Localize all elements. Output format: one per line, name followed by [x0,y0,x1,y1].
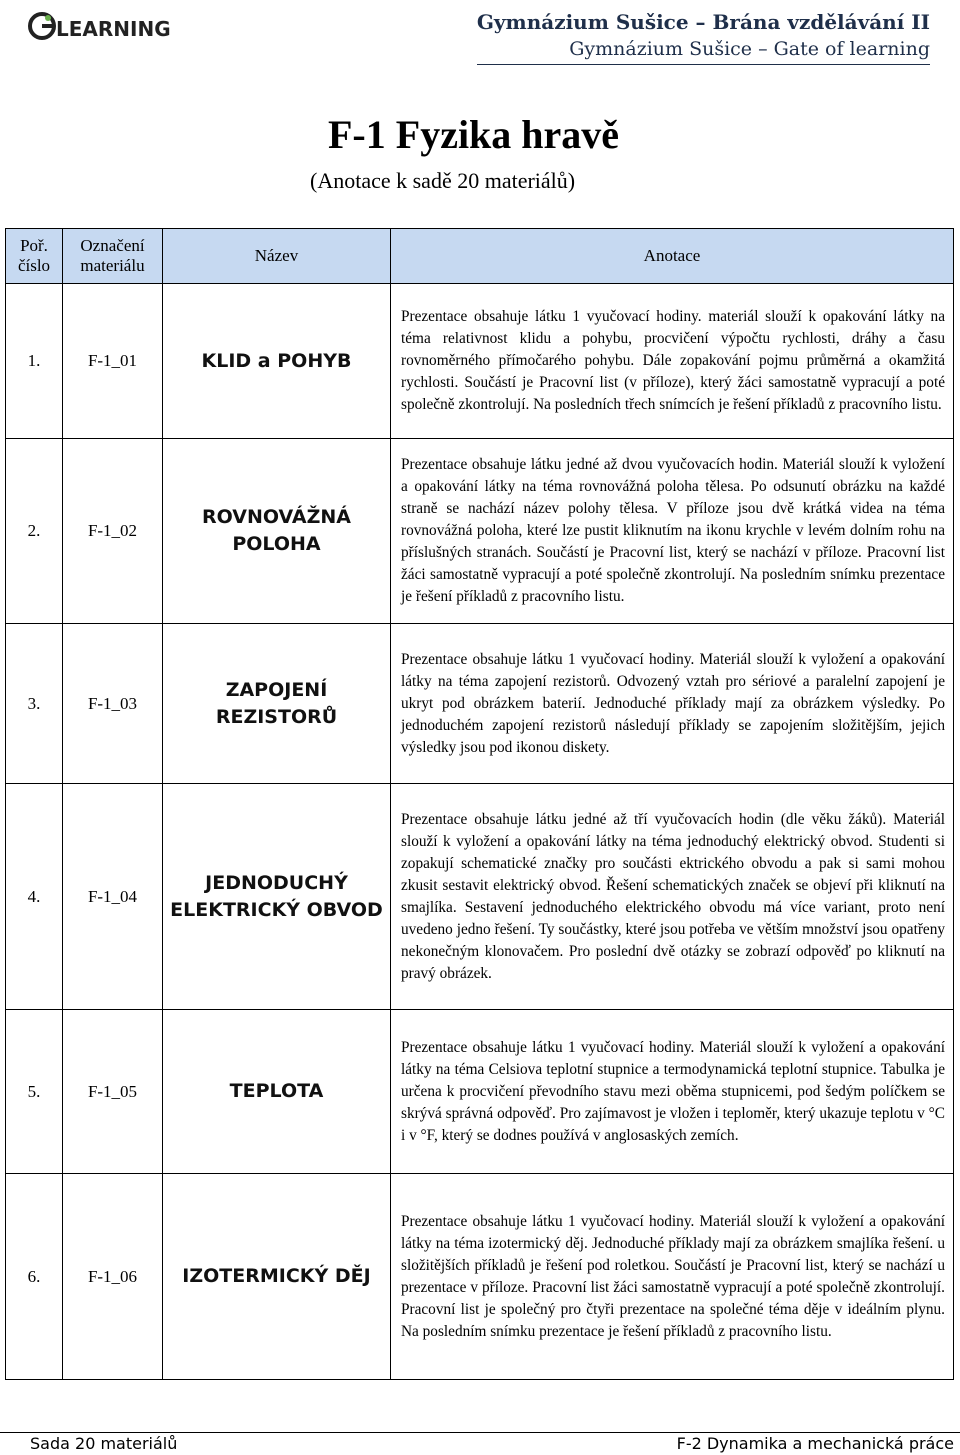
logo-icon [28,8,178,44]
row-number: 4. [6,784,63,1010]
row-annotation: Prezentace obsahuje látku 1 vyučovací hodiny. Materiál slouží k vyložení a opakování látky na téma Celsiova teplotní stupnice a termodynamická teplotní stupnice. Tabulka je určena k procvičení převodního stavu mezi oběma stupnicemi, pod šedým políčkem se skrývá správná odpověď. Pro zajímavost je vložen i teploměr, který ukazuje teplotu v °C i v °F, který se dodnes používá v anglosaských zemích. [391,1010,954,1174]
row-name: TEPLOTA [163,1010,391,1174]
row-number: 3. [6,624,63,784]
table-header-row [6,229,954,284]
footer-right: F-2 Dynamika a mechanická práce [676,1434,954,1453]
materials-table [5,228,954,1380]
page-footer [0,1432,960,1455]
table-row [6,439,954,624]
header-annotation: Anotace [391,229,954,284]
school-name-line1: Gymnázium Sušice – Brána vzdělávání II [476,10,930,34]
row-annotation: Prezentace obsahuje látku 1 vyučovací hodiny. materiál slouží k opakování látky na téma relativnost klidu a pohybu, procvičení výpočtu rychlosti, dráhy a času rovnoměrného přímočarého pohybu. Dále zopakování pojmu průměrná a okamžitá rychlosti. Součástí je Pracovní list (v příloze), který žáci samostatně vypracují a poté společně zkontrolují. Na posledních třech snímcích je řešení příkladů z pracovního listu. [391,284,954,439]
glearning-logo [28,8,178,44]
svg-text:LEARNING: LEARNING [56,17,171,41]
row-number: 5. [6,1010,63,1174]
header-code: Označení materiálu [63,229,163,284]
row-code: F-1_04 [63,784,163,1010]
row-code: F-1_06 [63,1174,163,1380]
row-annotation: Prezentace obsahuje látku jedné až dvou vyučovacích hodin. Materiál slouží k vyložení a opakování látky na téma rovnovážná poloha tělesa. Po odsunutí obrázku na každé straně se nachází název polohy tělesa. V příloze jsou dvě krátká videa na téma rovnovážná poloha, které lze pustit kliknutím na ikonu krychle v levém dolním rohu na příslušných stranách. Součástí je Pracovní list, který se nachází v příloze. Pracovní list žáci samostatně vypracují a poté společně zkontrolují. Na posledním snímku prezentace je řešení příkladů z pracovního listu. [391,439,954,624]
document-title: F-1 Fyzika hravě [328,112,620,157]
table-row [6,1174,954,1380]
document-subtitle: (Anotace k sadě 20 materiálů) [310,168,576,193]
row-name: IZOTERMICKÝ DĚJ [163,1174,391,1380]
header-number: Poř. číslo [6,229,63,284]
footer-left: Sada 20 materiálů [30,1434,178,1453]
row-code: F-1_02 [63,439,163,624]
row-code: F-1_01 [63,284,163,439]
row-name: ROVNOVÁŽNÁ POLOHA [163,439,391,624]
row-annotation: Prezentace obsahuje látku 1 vyučovací hodiny. Materiál slouží k vyložení a opakování látky na téma izotermický děj. Jednoduché příklady mají za obrázkem smajlíka řešení. u složitějších příkladů je řešení pod roletkou. Součástí je Pracovní list, který se nachází u prezentace v příloze. Pracovní list žáci samostatně vypracují a poté společně zkontrolují. Pracovní list je společný pro čtyři prezentace na společné téma děje v ideálním plynu. Na posledním snímku prezentace je řešení příkladů z pracovního listu. [391,1174,954,1380]
row-name: KLID a POHYB [163,284,391,439]
row-name: JEDNODUCHÝ ELEKTRICKÝ OBVOD [163,784,391,1010]
page-header [0,0,960,80]
row-code: F-1_03 [63,624,163,784]
row-annotation: Prezentace obsahuje látku jedné až tří vyučovacích hodin (dle věku žáků). Materiál slouží k vyložení a opakování látky na téma jednoduchý elektrický obvod. Studenti si zopakují schematické značky pro součásti ektrického obvodu a pak si sami mohou zkusit sestavit elektrický obvod. Řešení schematických značek se objeví při kliknutí na smajlíka. Sestavení jednoduchého elektrického obvodu má více variant, proto není uvedeno jedno řešení. Ty součástky, které jsou potřeba ve větším množství jsou opatřeny nekonečným klonovačem. Pro poslední dvě otázky se zobrazí odpověď po kliknutí na pravý obrázek. [391,784,954,1010]
table-row [6,284,954,439]
header-name: Název [163,229,391,284]
table-row [6,784,954,1010]
table-row [6,1010,954,1174]
school-name [477,8,930,65]
row-code: F-1_05 [63,1010,163,1174]
row-number: 6. [6,1174,63,1380]
row-number: 2. [6,439,63,624]
row-annotation: Prezentace obsahuje látku 1 vyučovací hodiny. Materiál slouží k vyložení a opakování látky na téma zapojení rezistorů. Odvozený vztah pro sériové a paralelní zapojení je ukryt pod obrázkem baterií. Jednoduché příklady mají za obrázkem výsledky. Po jednoduchém zapojení rezistorů následují příklady se zapojením složitějším, jejich výsledky jsou pod ikonou diskety. [391,624,954,784]
row-name: ZAPOJENÍ REZISTORŮ [163,624,391,784]
table-row [6,624,954,784]
row-number: 1. [6,284,63,439]
school-name-line2: Gymnázium Sušice – Gate of learning [477,36,930,65]
